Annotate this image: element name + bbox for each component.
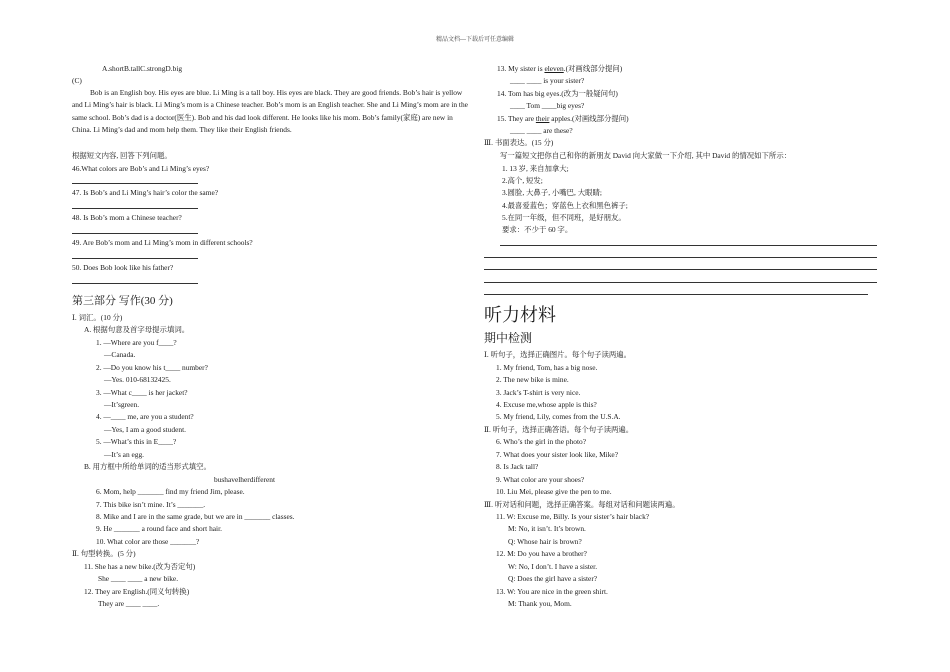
transform-answer-13: ____ ____ is your sister? xyxy=(510,76,585,85)
transform-item: She ____ ____ a new bike. xyxy=(98,574,179,583)
transform-title: Ⅱ. 句型转换。(5 分) xyxy=(72,549,136,558)
listening-item: 6. Who’s the girl in the photo? xyxy=(496,437,586,446)
listening-title: 听力材料 xyxy=(484,305,556,325)
writing-point: 5.在同一年级，但不同班，是好朋友。 xyxy=(502,213,626,222)
vocab-b-item: 6. Mom, help _______ find my friend Jim, please. xyxy=(96,487,245,496)
answer-line-49[interactable] xyxy=(72,258,198,259)
listening-item: 2. The new bike is mine. xyxy=(496,375,569,384)
answer-line-47[interactable] xyxy=(72,208,198,209)
transform-item: 11. She has a new bike.(改为否定句) xyxy=(84,562,196,571)
writing-point: 3.圆脸, 大鼻子, 小嘴巴, 大眼睛; xyxy=(502,188,602,197)
writing-title: Ⅲ. 书面表达。(15 分) xyxy=(484,138,554,147)
question-49: 49. Are Bob’s mom and Li Ming’s mom in different schools? xyxy=(72,238,253,247)
listening-item: 9. What color are your shoes? xyxy=(496,475,585,484)
dialogue-line: 11. W: Excuse me, Billy. Is your sister’s hair black? xyxy=(496,512,650,521)
vocab-item: —Yes, I am a good student. xyxy=(104,425,186,434)
listening-item: 7. What does your sister look like, Mike? xyxy=(496,450,618,459)
question-47: 47. Is Bob’s and Li Ming’s hair’s color the same? xyxy=(72,188,219,197)
vocab-b-item: 10. What color are those _______? xyxy=(96,537,200,546)
part3-title: 第三部分 写作(30 分) xyxy=(72,295,173,307)
vocab-item: 2. —Do you know his t____ number? xyxy=(96,363,208,372)
transform-item-13: 13. My sister is eleven.(对画线部分提问) xyxy=(497,64,623,73)
writing-line[interactable] xyxy=(484,282,877,283)
vocab-item: 3. —What c____ is her jacket? xyxy=(96,388,188,397)
vocab-item: —Canada. xyxy=(104,350,136,359)
transform-item: 12. They are English.(同义句转换) xyxy=(84,587,190,596)
midterm-title: 期中检测 xyxy=(484,331,533,345)
listening-part2-title: Ⅱ. 听句子，选择正确答语。每个句子读两遍。 xyxy=(484,425,634,434)
answer-line-46[interactable] xyxy=(72,183,198,184)
section-c-label: (C) xyxy=(72,76,82,85)
dialogue-line: 12. M: Do you have a brother? xyxy=(496,549,587,558)
vocab-item: 4. —____ me, are you a student? xyxy=(96,412,194,421)
dialogue-line: M: No, it isn’t. It’s brown. xyxy=(508,524,586,533)
writing-point: 1. 13 岁, 来自加拿大; xyxy=(502,164,569,173)
writing-point: 4.最喜爱蓝色；穿蓝色上衣和黑色裤子; xyxy=(502,201,628,210)
listening-item: 5. My friend, Lily, comes from the U.S.A. xyxy=(496,412,621,421)
vocab-item: —Yes. 010-68132425. xyxy=(104,375,171,384)
vocab-item: —It’s an egg. xyxy=(104,450,145,459)
transform-answer-14: ____ Tom ____big eyes? xyxy=(510,101,585,110)
vocab-b-item: 8. Mike and I are in the same grade, but we are in _______ classes. xyxy=(96,512,295,521)
writing-line[interactable] xyxy=(484,257,877,258)
word-box: bushavelherdifferent xyxy=(214,475,276,484)
question-50: 50. Does Bob look like his father? xyxy=(72,263,174,272)
vocab-title: Ⅰ. 词汇。(10 分) xyxy=(72,313,123,322)
vocab-b-instruction: B. 用方框中所给单词的适当形式填空。 xyxy=(84,462,211,471)
vocab-item: —It’sgreen. xyxy=(104,400,140,409)
listening-item: 3. Jack’s T-shirt is very nice. xyxy=(496,388,581,397)
dialogue-line: W: No, I don’t. I have a sister. xyxy=(508,562,598,571)
writing-prompt: 写一篇短文把你自己和你的新朋友 David 向大家做一下介绍, 其中 David 的情况如下所示： xyxy=(500,151,792,160)
transform-item-15: 15. They are their apples.(对画线部分提问) xyxy=(497,114,629,123)
dialogue-line: M: Thank you, Mom. xyxy=(508,599,572,608)
vocab-item: 5. —What’s this in E____? xyxy=(96,437,177,446)
listening-part3-title: Ⅲ. 听对话和问题，选择正确答案。每组对话和问题读两遍。 xyxy=(484,500,680,509)
reading-passage: Bob is an English boy. His eyes are blue. Li Ming is a tall boy. His eyes are black. They are good friends. Bob’s hair is yellow and Li Ming’s hair is black. Li Ming’s mom is a Chinese teacher. Bob’s mom is an English teacher. She and Li Ming’s mom are in the same school. Bob’s dad is a doctor(医生). Bob and his dad look different. He looks like his mom. Bob’s family(家庭) are new in China. Li Ming’s dad and mom help them. They like their English friends. xyxy=(72,88,468,134)
writing-line[interactable] xyxy=(484,294,868,295)
writing-requirement: 要求：不少于 60 字。 xyxy=(502,225,573,234)
answer-line-50[interactable] xyxy=(72,283,198,284)
vocab-b-item: 7. This bike isn’t mine. It’s _______. xyxy=(96,500,206,509)
dialogue-line: 13. W: You are nice in the green shirt. xyxy=(496,587,608,596)
dialogue-line: Q: Does the girl have a sister? xyxy=(508,574,598,583)
question-48: 48. Is Bob’s mom a Chinese teacher? xyxy=(72,213,182,222)
listening-item: 4. Excuse me,whose apple is this? xyxy=(496,400,597,409)
vocab-b-item: 9. He _______ a round face and short hair. xyxy=(96,524,223,533)
writing-line[interactable] xyxy=(500,245,877,246)
answer-line-48[interactable] xyxy=(72,233,198,234)
transform-item: They are ____ ____. xyxy=(98,599,160,608)
vocab-item: 1. —Where are you f____? xyxy=(96,338,177,347)
vocab-a-instruction: A. 根据句意及首字母提示填词。 xyxy=(84,325,190,334)
listening-part1-title: Ⅰ. 听句子，选择正确图片。每个句子读两遍。 xyxy=(484,350,632,359)
transform-answer-15: ____ ____ are these? xyxy=(510,126,573,135)
dialogue-line: Q: Whose hair is brown? xyxy=(508,537,582,546)
page-header: 精品文档---下载后可任意编辑 xyxy=(436,37,514,43)
listening-item: 8. Is Jack tall? xyxy=(496,462,539,471)
answer-instruction: 根据短文内容, 回答下列问题。 xyxy=(72,151,172,160)
options-line: A.shortB.tallC.strongD.big xyxy=(102,64,183,73)
listening-item: 10. Liu Mei, please give the pen to me. xyxy=(496,487,612,496)
transform-item-14: 14. Tom has big eyes.(改为一般疑问句) xyxy=(497,89,618,98)
writing-line[interactable] xyxy=(484,269,877,270)
writing-point: 2.高个, 短发; xyxy=(502,176,543,185)
question-46: 46.What colors are Bob’s and Li Ming’s eyes? xyxy=(72,164,210,173)
listening-item: 1. My friend, Tom, has a big nose. xyxy=(496,363,598,372)
